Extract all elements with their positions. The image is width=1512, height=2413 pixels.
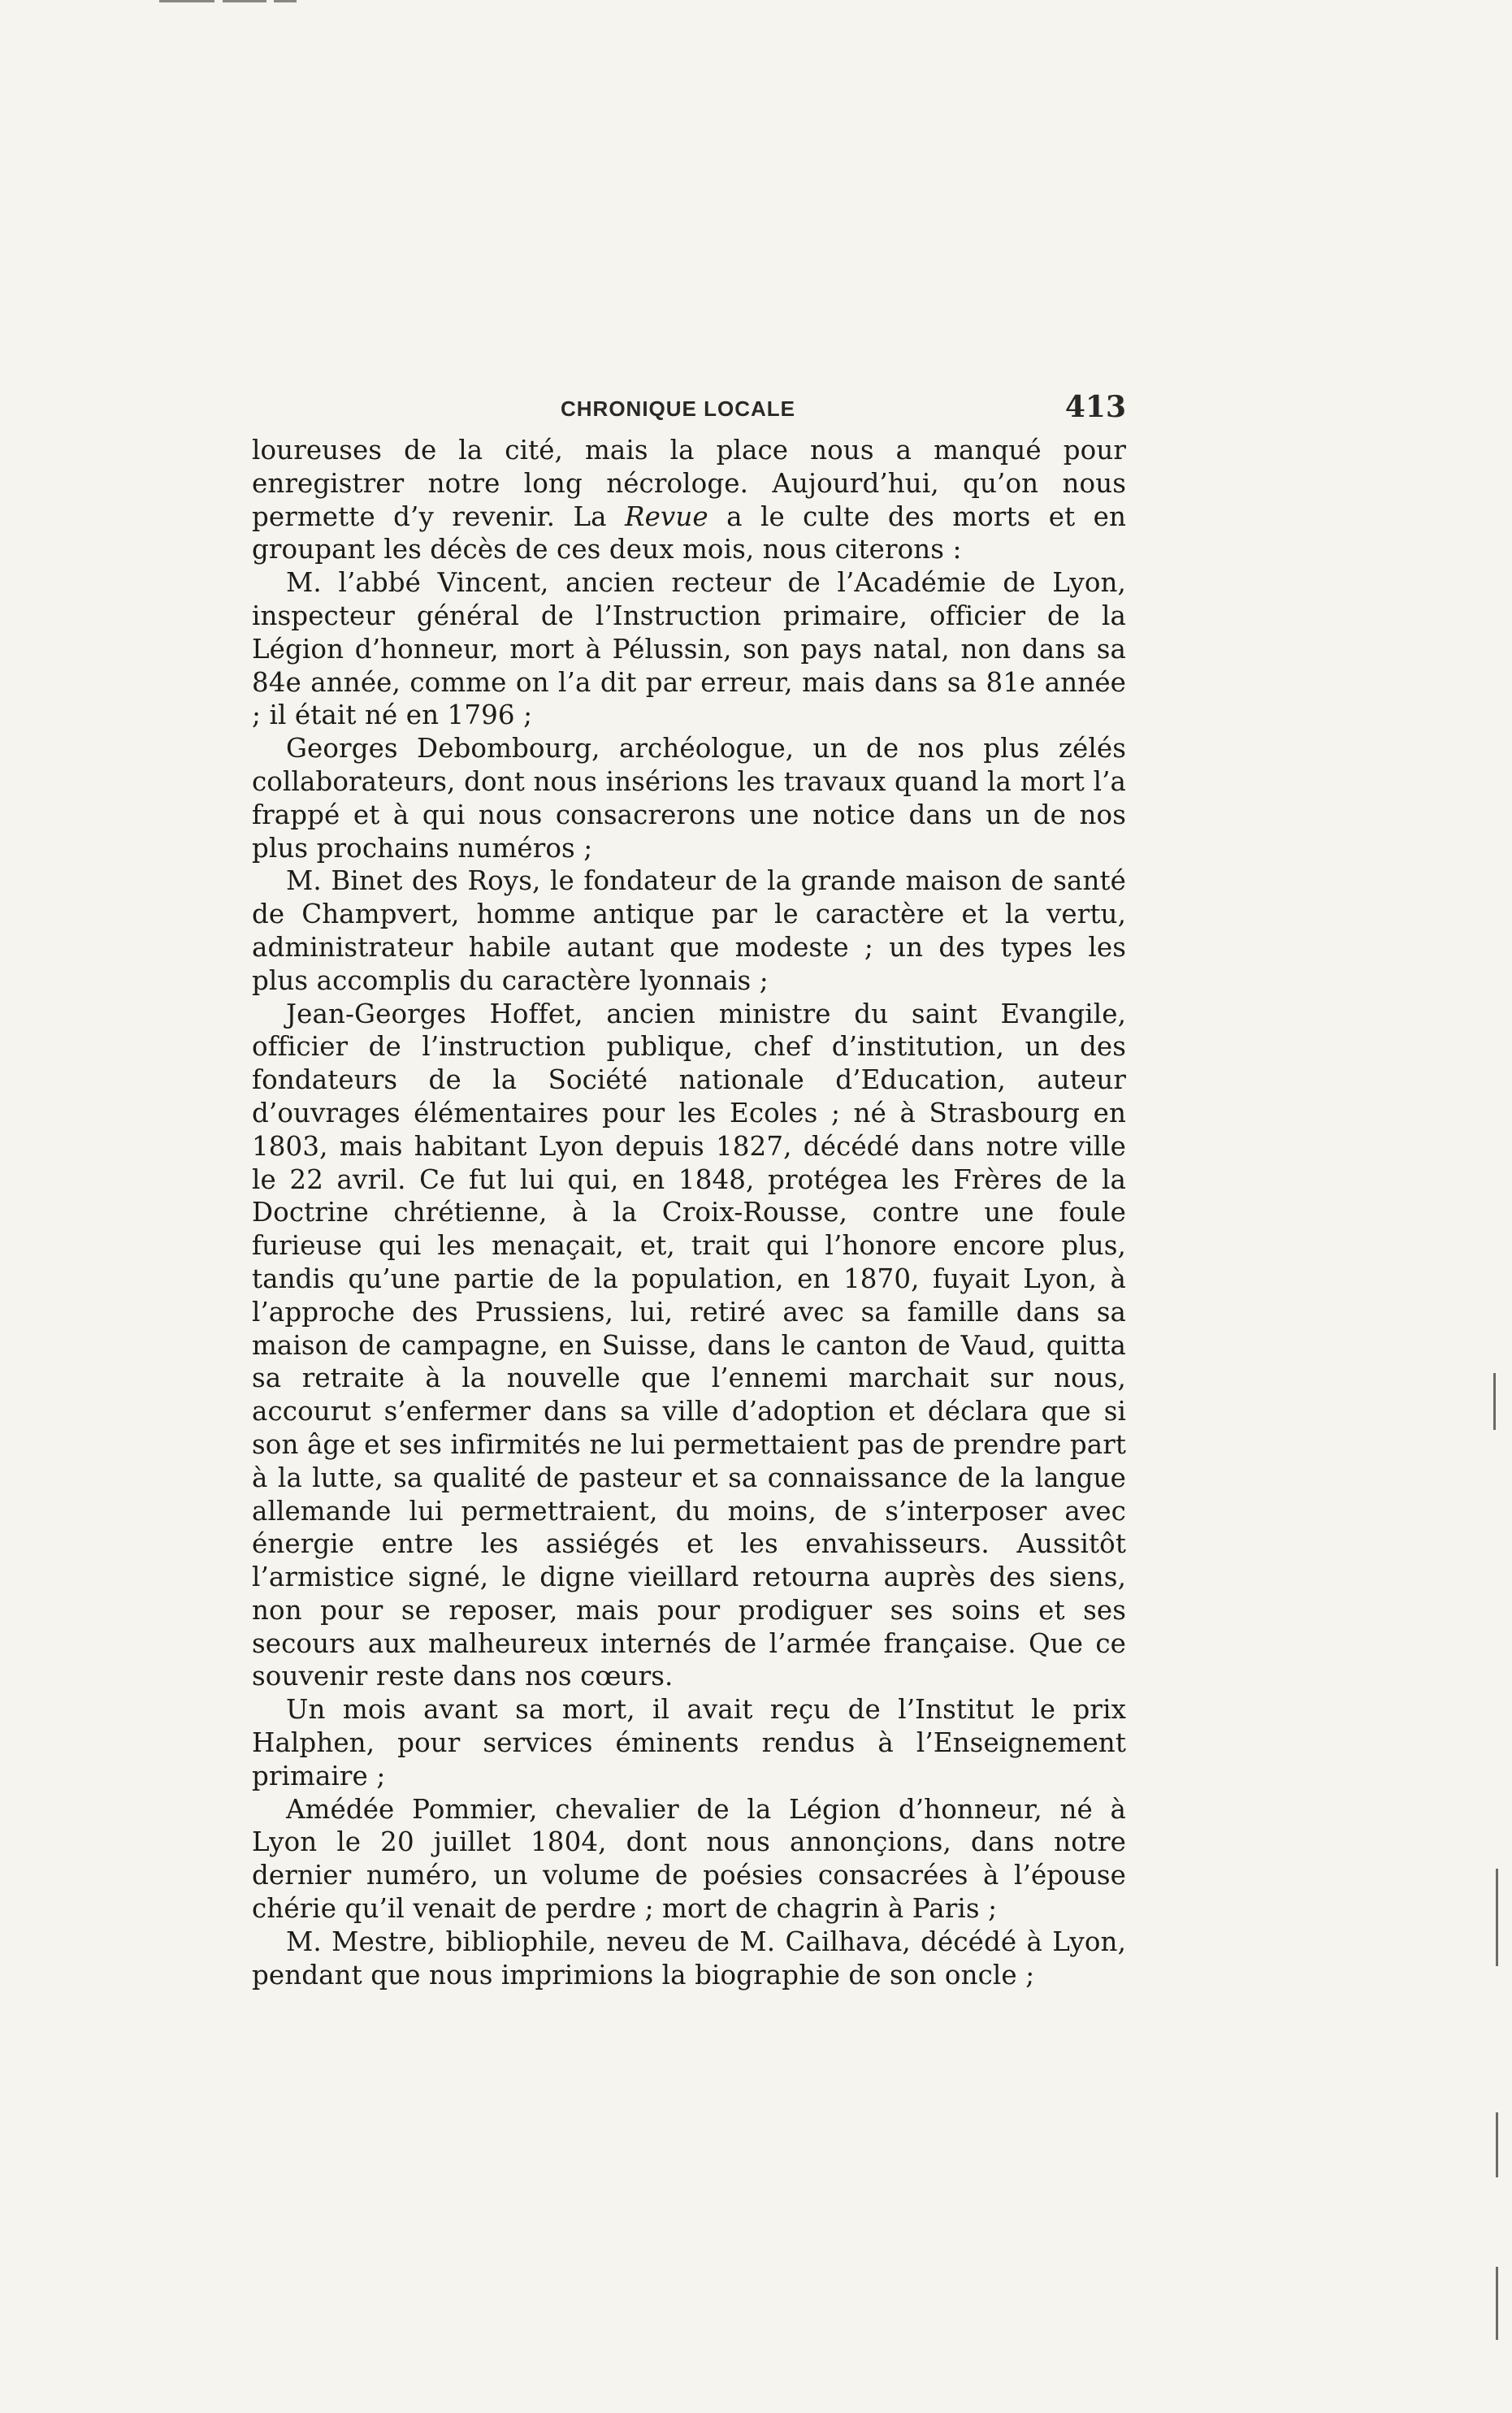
paragraph bbox=[252, 434, 1126, 566]
paragraph-text: loureuses de la cité, mais la place nous a manqué pour enregistrer notre long nécrologe. Aujourd’hui, qu’on nous permette d’y revenir. La bbox=[252, 435, 1126, 532]
paragraph: M. Binet des Roys, le fondateur de la grande maison de santé de Champvert, homme antique par le caractère et la vertu, administrateur habile autant que modeste ; un des types les plus accomplis du caractère lyonnais ; bbox=[252, 865, 1126, 996]
scan-mark bbox=[274, 0, 297, 2]
paragraph: M. Mestre, bibliophile, neveu de M. Cailhava, décédé à Lyon, pendant que nous imprimions la biographie de son oncle ; bbox=[252, 1926, 1126, 1991]
journal-title: Revue bbox=[625, 500, 708, 532]
paragraph: M. l’abbé Vincent, ancien recteur de l’Académie de Lyon, inspecteur général de l’Instruction primaire, officier de la Légion d’honneur, mort à Pélussin, son pays natal, non dans sa 84e année, comme on l’a dit par erreur, mais dans sa 81e année ; il était né en 1796 ; bbox=[252, 567, 1126, 731]
scan-mark bbox=[159, 0, 214, 2]
paragraph: Georges Debombourg, archéologue, un de nos plus zélés collaborateurs, dont nous insérions les travaux quand la mort l’a frappé et à qui nous consacrerons une notice dans un de nos plus prochains numéros ; bbox=[252, 733, 1126, 864]
body-text bbox=[252, 434, 1126, 1991]
paragraph: Un mois avant sa mort, il avait reçu de l’Institut le prix Halphen, pour services éminents rendus à l’Enseignement primaire ; bbox=[252, 1694, 1126, 1791]
paragraph: Amédée Pommier, chevalier de la Légion d’honneur, né à Lyon le 20 juillet 1804, dont nous annonçions, dans notre dernier numéro, un volume de poésies consacrées à l’épouse chérie qu’il venait de perdre ; mort de chagrin à Paris ; bbox=[252, 1793, 1126, 1925]
page-header bbox=[252, 385, 1126, 434]
scan-edge-mark bbox=[1493, 1373, 1496, 1430]
scan-edge-mark bbox=[1496, 2112, 1498, 2177]
paragraph: Jean-Georges Hoffet, ancien ministre du saint Evangile, officier de l’instruction publique, chef d’institution, un des fondateurs de la Société nationale d’Education, auteur d’ouvrages élémentaires pour les Ecoles ; né à Strasbourg en 1803, mais habitant Lyon depuis 1827, décédé dans notre ville le 22 avril. Ce fut lui qui, en 1848, protégea les Frères de la Doctrine chrétienne, à la Croix-Rousse, contre une foule furieuse qui les menaçait, et, trait qui l’honore encore plus, tandis qu’une partie de la population, en 1870, fuyait Lyon, à l’approche des Prussiens, lui, retiré avec sa famille dans sa maison de campagne, en Suisse, dans le canton de Vaud, quitta sa retraite à la nouvelle que l’ennemi marchait sur nous, accourut s’enfermer dans sa ville d’adoption et déclara que si son âge et ses infirmités ne lui permettaient pas de prendre part à la lutte, sa qualité de pasteur et sa connaissance de la langue allemande lui permettraient, du moins, de s’interposer avec énergie entre les assiégés et les envahisseurs. Aussitôt l’armistice signé, le digne vieillard retourna auprès des siens, non pour se reposer, mais pour prodiguer ses soins et ses secours aux malheureux internés de l’armée française. Que ce souvenir reste dans nos cœurs. bbox=[252, 998, 1126, 1692]
page-number: 413 bbox=[1064, 390, 1126, 424]
scan-mark bbox=[223, 0, 266, 2]
running-head: CHRONIQUE LOCALE bbox=[561, 396, 795, 421]
scan-edge-mark bbox=[1496, 2267, 1498, 2340]
paragraph-text: a le culte des morts et en groupant les décès de ces deux mois, nous citerons : bbox=[252, 500, 1126, 565]
scan-edge-mark bbox=[1496, 1869, 1498, 1966]
